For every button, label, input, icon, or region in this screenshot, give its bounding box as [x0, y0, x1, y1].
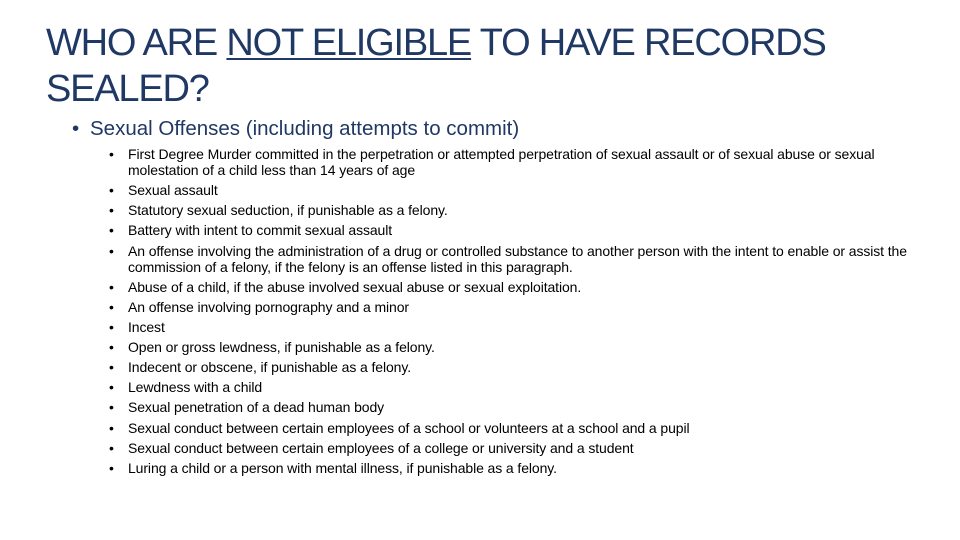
offense-text: Indecent or obscene, if punishable as a felony.	[128, 359, 412, 376]
main-bullet-item	[72, 115, 932, 143]
bullet-icon: •	[109, 319, 114, 336]
offense-item	[109, 399, 929, 415]
offense-item	[109, 146, 929, 178]
main-bullet-text: Sexual Offenses (including attempts to commit)	[90, 117, 520, 140]
offense-item	[109, 379, 929, 395]
title-part-2: TO HAVE RECORDS SEALED?	[46, 22, 826, 110]
offense-item	[109, 339, 929, 355]
offense-text: Open or gross lewdness, if punishable as a felony.	[128, 339, 435, 356]
offense-item	[109, 440, 929, 456]
offense-item	[109, 279, 929, 295]
offense-text: Incest	[128, 319, 165, 336]
offense-text: Lewdness with a child	[128, 379, 263, 396]
offense-item	[109, 420, 929, 436]
offense-item	[109, 202, 929, 218]
bullet-icon: •	[109, 202, 114, 219]
bullet-icon: •	[109, 222, 114, 239]
offense-text: Sexual conduct between certain employees of a school or volunteers at a school and a pupil	[128, 419, 690, 436]
offense-item	[109, 182, 929, 198]
offense-text: An offense involving the administration of a drug or controlled substance to another person with the intent to enable or assist the commission of a felony, if the felony is an offense listed in this paragraph.	[128, 242, 907, 275]
bullet-icon: •	[109, 182, 114, 199]
offense-text: Statutory sexual seduction, if punishable as a felony.	[128, 202, 448, 219]
bullet-icon: •	[109, 146, 114, 162]
bullet-icon: •	[109, 359, 114, 376]
bullet-icon: •	[109, 339, 114, 356]
bullet-icon: •	[109, 379, 114, 396]
offense-text: Sexual conduct between certain employees of a college or university and a student	[128, 439, 634, 456]
offense-text: Abuse of a child, if the abuse involved sexual abuse or sexual exploitation.	[128, 278, 582, 295]
bullet-icon: •	[109, 459, 114, 476]
offense-text: Sexual assault	[128, 182, 218, 199]
offense-item	[109, 460, 929, 476]
offense-item	[109, 299, 929, 315]
bullet-icon: •	[72, 117, 80, 140]
slide-title	[46, 20, 926, 112]
bullet-icon: •	[109, 399, 114, 416]
title-underlined: NOT ELIGIBLE	[226, 22, 472, 64]
offense-item	[109, 359, 929, 375]
offense-text: First Degree Murder committed in the perpetration or attempted perpetration of sexual assault or of sexual abuse or sexual molestation of a child less than 14 years of age	[128, 146, 875, 179]
offense-item	[109, 319, 929, 335]
bullet-icon: •	[109, 278, 114, 295]
bullet-icon: •	[109, 419, 114, 436]
offense-text: Battery with intent to commit sexual assault	[128, 222, 393, 239]
offense-item	[109, 222, 929, 238]
offense-text: Luring a child or a person with mental illness, if punishable as a felony.	[128, 459, 557, 476]
offense-item	[109, 243, 929, 275]
bullet-icon: •	[109, 298, 114, 315]
offense-text: Sexual penetration of a dead human body	[128, 399, 385, 416]
offense-text: An offense involving pornography and a minor	[128, 298, 409, 315]
offense-list	[109, 146, 929, 480]
bullet-icon: •	[109, 242, 114, 259]
bullet-icon: •	[109, 439, 114, 456]
main-bullet-list	[72, 115, 932, 143]
title-part-1: WHO ARE	[46, 22, 227, 64]
